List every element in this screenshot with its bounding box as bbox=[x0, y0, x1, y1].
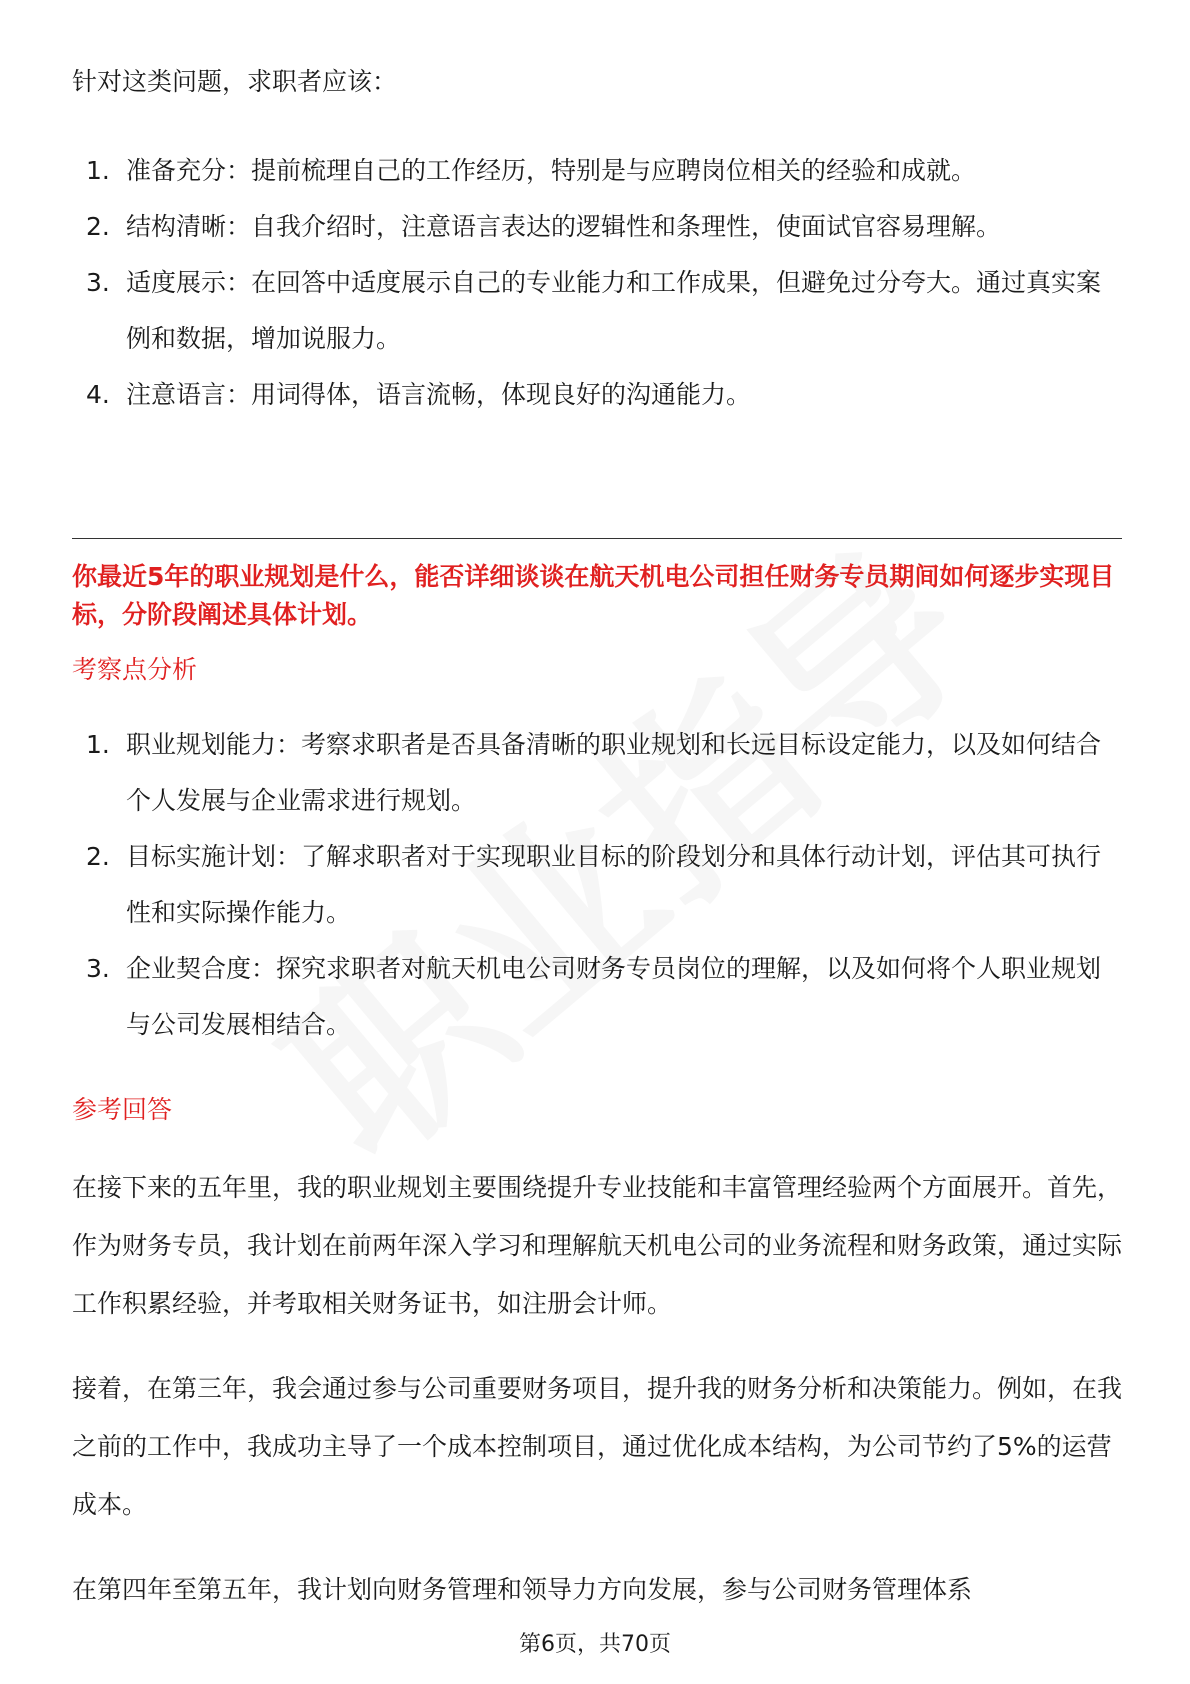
list-number: 3. bbox=[86, 954, 110, 983]
list-item bbox=[72, 143, 1112, 199]
list-item-text: 职业规划能力：考察求职者是否具备清晰的职业规划和长远目标设定能力，以及如何结合个人发展与企业需求进行规划。 bbox=[126, 730, 1102, 815]
answer-paragraph: 在接下来的五年里，我的职业规划主要围绕提升专业技能和丰富管理经验两个方面展开。首先，作为财务专员，我计划在前两年深入学习和理解航天机电公司的业务流程和财务政策，通过实际工作积累经验，并考取相关财务证书，如注册会计师。 bbox=[72, 1173, 1123, 1318]
list-item-text: 结构清晰：自我介绍时，注意语言表达的逻辑性和条理性，使面试官容易理解。 bbox=[126, 212, 1002, 241]
list-number: 4. bbox=[86, 380, 110, 409]
list-item bbox=[72, 717, 1112, 829]
list-number: 1. bbox=[86, 730, 110, 759]
list-item bbox=[72, 199, 1112, 255]
answer-paragraph: 接着，在第三年，我会通过参与公司重要财务项目，提升我的财务分析和决策能力。例如，在我之前的工作中，我成功主导了一个成本控制项目，通过优化成本结构，为公司节约了5%的运营成本。 bbox=[72, 1374, 1123, 1519]
list-item-text: 准备充分：提前梳理自己的工作经历，特别是与应聘岗位相关的经验和成就。 bbox=[126, 156, 977, 185]
list-item bbox=[72, 941, 1112, 1053]
advice-list bbox=[72, 143, 1112, 423]
list-item bbox=[72, 255, 1112, 367]
list-number: 3. bbox=[86, 268, 110, 297]
analysis-list bbox=[72, 717, 1112, 1053]
list-item-text: 企业契合度：探究求职者对航天机电公司财务专员岗位的理解，以及如何将个人职业规划与公司发展相结合。 bbox=[126, 954, 1102, 1039]
list-number: 2. bbox=[86, 842, 110, 871]
page-number-footer: 第6页，共70页 bbox=[519, 1632, 671, 1657]
interview-question: 你最近5年的职业规划是什么，能否详细谈谈在航天机电公司担任财务专员期间如何逐步实现目标，分阶段阐述具体计划。 bbox=[72, 562, 1115, 629]
section-divider bbox=[72, 538, 1122, 539]
analysis-heading: 考察点分析 bbox=[72, 655, 198, 684]
answer-heading: 参考回答 bbox=[72, 1095, 173, 1124]
list-item-text: 目标实施计划：了解求职者对于实现职业目标的阶段划分和具体行动计划，评估其可执行性和实际操作能力。 bbox=[126, 842, 1102, 927]
answer-paragraph: 在第四年至第五年，我计划向财务管理和领导力方向发展，参与公司财务管理体系 bbox=[72, 1575, 973, 1604]
list-item-text: 注意语言：用词得体，语言流畅，体现良好的沟通能力。 bbox=[126, 380, 752, 409]
list-number: 1. bbox=[86, 156, 110, 185]
list-number: 2. bbox=[86, 212, 110, 241]
list-item bbox=[72, 367, 1112, 423]
list-item bbox=[72, 829, 1112, 941]
list-item-text: 适度展示：在回答中适度展示自己的专业能力和工作成果，但避免过分夸大。通过真实案例和数据，增加说服力。 bbox=[126, 268, 1102, 353]
intro-text: 针对这类问题，求职者应该： bbox=[72, 67, 398, 96]
